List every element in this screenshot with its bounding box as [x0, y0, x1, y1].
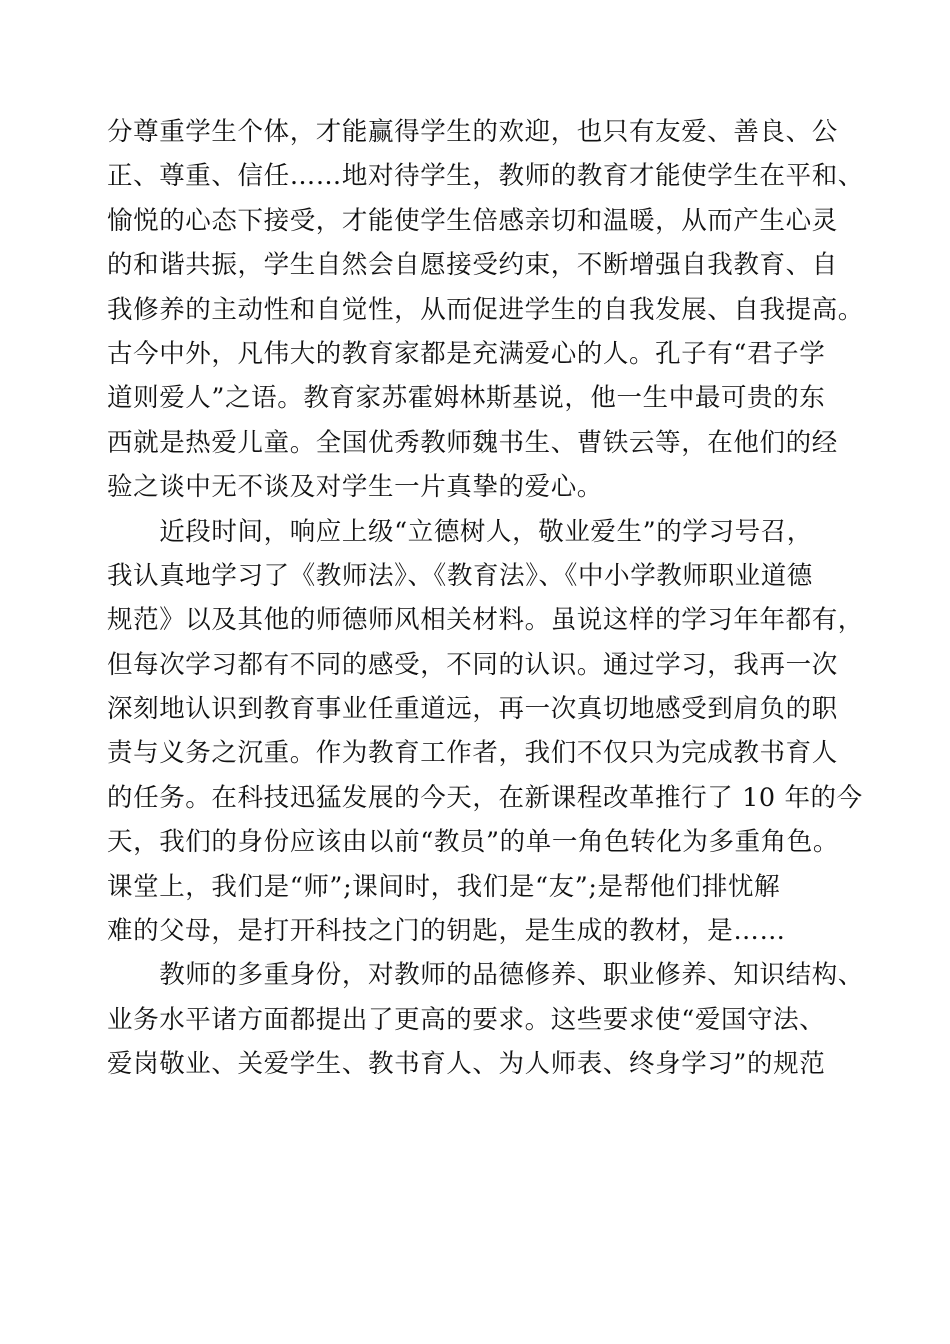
text-line-18: 课堂上，我们是“师”;课间时，我们是“友”;是帮他们排忧解: [107, 871, 781, 902]
text-line-19: 难的父母，是打开科技之门的钥匙，是生成的教材，是……: [107, 916, 786, 947]
text-line-7: 道则爱人”之语。教育家苏霍姆林斯基说，他一生中最可贵的东: [107, 383, 826, 414]
text-line-14: 深刻地认识到教育事业任重道远，再一次真切地感受到肩负的职: [107, 694, 838, 725]
text-line-22: 爱岗敬业、关爱学生、教书育人、为人师表、终身学习”的规范: [107, 1049, 826, 1080]
text-line-1: 分尊重学生个体，才能赢得学生的欢迎，也只有友爱、善良、公: [107, 117, 838, 147]
text-line-10: 近段时间，响应上级“立德树人，敬业爱生”的学习号召，: [107, 516, 813, 547]
text-line-15: 责与义务之沉重。作为教育工作者，我们不仅只为完成教书育人: [107, 738, 838, 769]
text-line-16: 的任务。在科技迅猛发展的今天，在新课程改革推行了 10 年的今: [107, 782, 863, 813]
text-line-5: 我修养的主动性和自觉性，从而促进学生的自我发展、自我提高。: [107, 294, 864, 325]
text-line-11: 我认真地学习了《教师法》、《教育法》、《中小学教师职业道德: [107, 560, 813, 591]
text-line-3: 愉悦的心态下接受，才能使学生倍感亲切和温暖，从而产生心灵: [107, 205, 838, 236]
text-line-21: 业务水平诸方面都提出了更高的要求。这些要求使“爱国守法、: [107, 1004, 826, 1035]
text-line-8: 西就是热爱儿童。全国优秀教师魏书生、曹铁云等，在他们的经: [107, 427, 838, 458]
text-line-4: 的和谐共振，学生自然会自愿接受约束，不断增强自我教育、自: [107, 250, 838, 281]
text-line-9: 验之谈中无不谈及对学生一片真挚的爱心。: [107, 472, 603, 503]
text-line-6: 古今中外，凡伟大的教育家都是充满爱心的人。孔子有“君子学: [107, 338, 826, 369]
document-body: [107, 110, 867, 1087]
text-line-13: 但每次学习都有不同的感受，不同的认识。通过学习，我再一次: [107, 649, 838, 680]
text-line-17: 天，我们的身份应该由以前“教员”的单一角色转化为多重角色。: [107, 827, 839, 858]
text-line-2: 正、尊重、信任……地对待学生，教师的教育才能使学生在平和、: [107, 161, 864, 192]
text-line-20: 教师的多重身份，对教师的品德修养、职业修养、知识结构、: [107, 960, 864, 991]
text-line-12: 规范》以及其他的师德师风相关材料。虽说这样的学习年年都有，: [107, 605, 864, 636]
